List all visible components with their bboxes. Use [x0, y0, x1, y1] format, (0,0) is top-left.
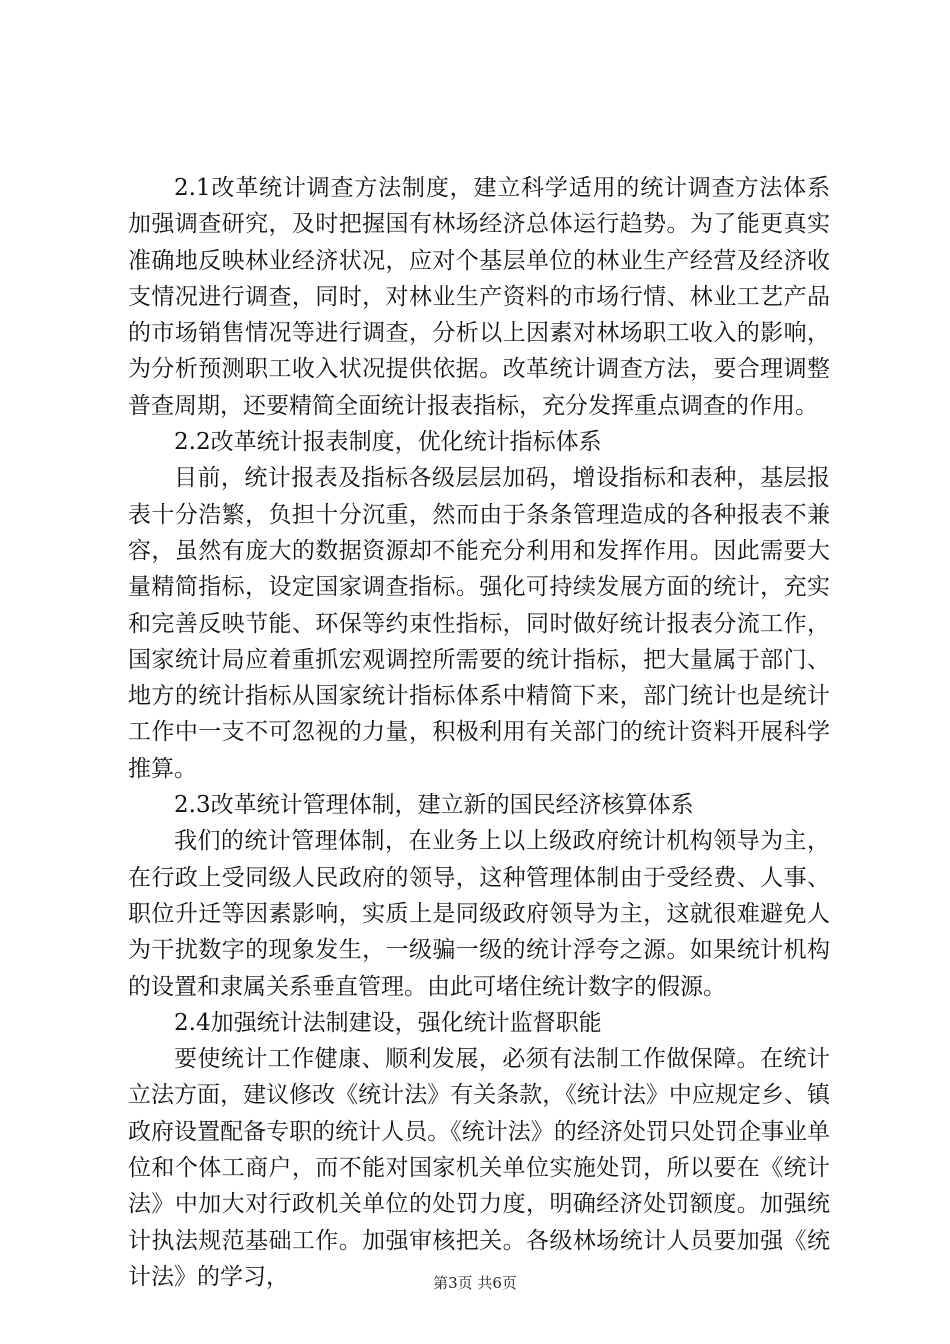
page-footer: 第3页 共6页 [433, 1274, 517, 1292]
paragraph-2-1: 2.1改革统计调查方法制度，建立科学适用的统计调查方法体系加强调查研究，及时把握国有林场经济总体运行趋势。为了能更真实准确地反映林业经济状况，应对个基层单位的林业生产经营及经济收支情况进行调查，同时，对林业生产资料的市场行情、林业工艺产品的市场销售情况等进行调查，分析以上因素对林场职工收入的影响，为分析预测职工收入状况提供依据。改革统计调查方法，要合理调整普查周期，还要精简全面统计报表指标，充分发挥重点调查的作用。 [128, 175, 830, 419]
section-heading-2-4: 2.4加强统计法制建设，强化统计监督职能 [174, 1009, 602, 1036]
paragraph-2-4-body: 要使统计工作健康、顺利发展，必须有法制工作做保障。在统计立法方面，建议修改《统计法》有关条款，《统计法》中应规定乡、镇政府设置配备专职的统计人员。《统计法》的经济处罚只处罚企事业单位和个体工商户，而不能对国家机关单位实施处罚，所以要在《统计法》中加大对行政机关单位的处罚力度，明确经济处罚额度。加强统计执法规范基础工作。加强审核把关。各级林场统计人员要加强《统计法》的学习， [128, 1046, 830, 1290]
document-body [128, 170, 830, 1295]
section-heading-2-2: 2.2改革统计报表制度，优化统计指标体系 [174, 429, 602, 456]
section-heading-2-3: 2.3改革统计管理体制，建立新的国民经济核算体系 [174, 792, 694, 819]
paragraph-2-3-body: 我们的统计管理体制，在业务上以上级政府统计机构领导为主，在行政上受同级人民政府的领导，这种管理体制由于受经费、人事、职位升迁等因素影响，实质上是同级政府领导为主，这就很难避免人为干扰数字的现象发生，一级骗一级的统计浮夸之源。如果统计机构的设置和隶属关系垂直管理。由此可堵住统计数字的假源。 [128, 828, 830, 1000]
paragraph-2-2-body: 目前，统计报表及指标各级层层加码，增设指标和表种，基层报表十分浩繁，负担十分沉重，然而由于条条管理造成的各种报表不兼容，虽然有庞大的数据资源却不能充分利用和发挥作用。因此需要大量精简指标，设定国家调查指标。强化可持续发展方面的统计，充实和完善反映节能、环保等约束性指标，同时做好统计报表分流工作，国家统计局应着重抓宏观调控所需要的统计指标，把大量属于部门、地方的统计指标从国家统计指标体系中精简下来，部门统计也是统计工作中一支不可忽视的力量，积极利用有关部门的统计资料开展科学推算。 [128, 465, 830, 782]
